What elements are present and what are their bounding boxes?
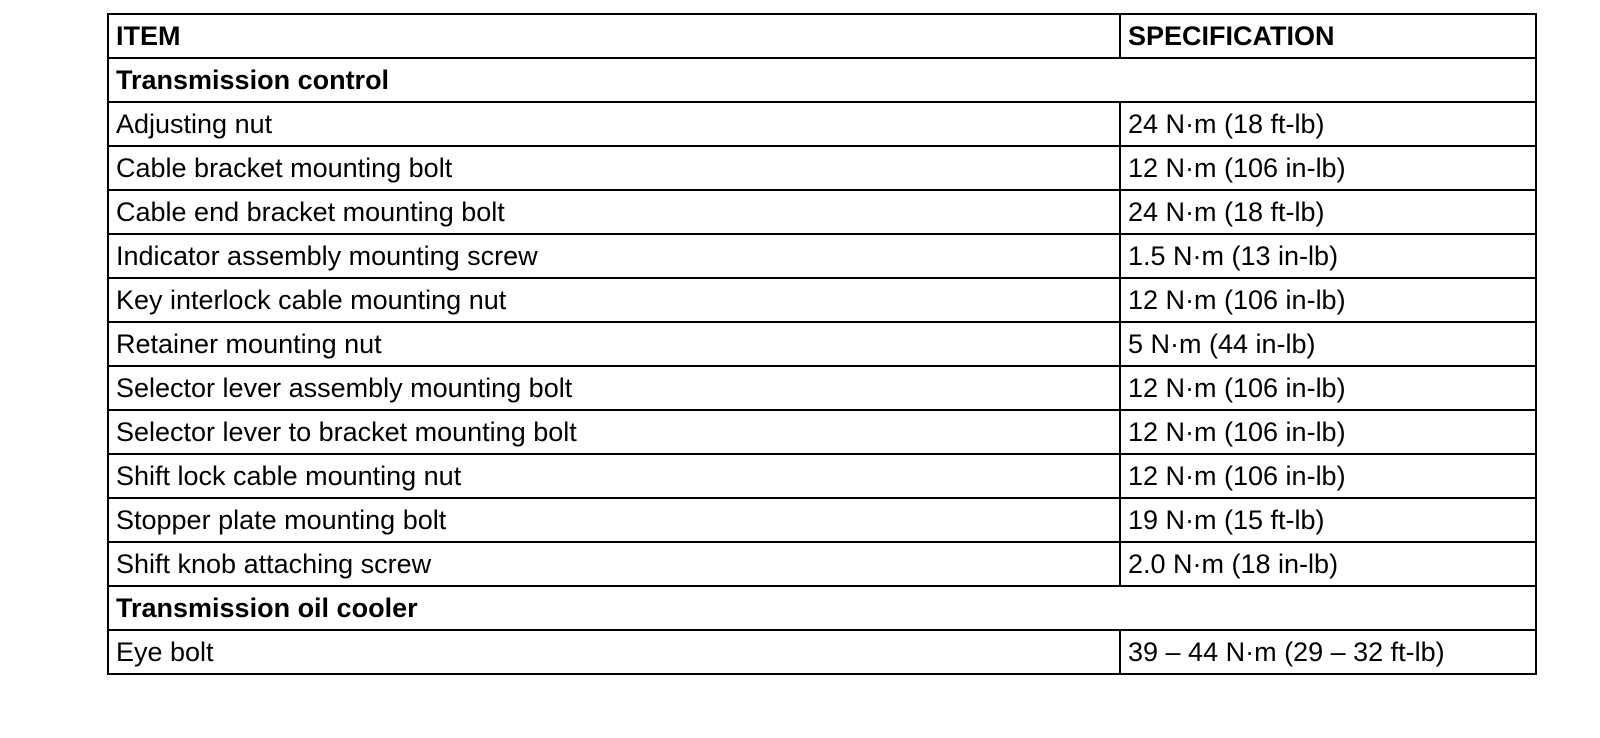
item-cell: Key interlock cable mounting nut (108, 278, 1120, 322)
item-cell: Indicator assembly mounting screw (108, 234, 1120, 278)
table-row (108, 102, 1536, 146)
specification-cell: 1.5 N·m (13 in-lb) (1120, 234, 1536, 278)
specification-cell: 24 N·m (18 ft-lb) (1120, 102, 1536, 146)
item-cell: Adjusting nut (108, 102, 1120, 146)
item-cell: Retainer mounting nut (108, 322, 1120, 366)
specification-cell: 5 N·m (44 in-lb) (1120, 322, 1536, 366)
item-cell: Shift lock cable mounting nut (108, 454, 1120, 498)
item-cell: Selector lever assembly mounting bolt (108, 366, 1120, 410)
specification-cell: 12 N·m (106 in-lb) (1120, 454, 1536, 498)
item-cell: Cable bracket mounting bolt (108, 146, 1120, 190)
table-row (108, 146, 1536, 190)
item-cell: Selector lever to bracket mounting bolt (108, 410, 1120, 454)
table-row (108, 278, 1536, 322)
specification-cell: 12 N·m (106 in-lb) (1120, 278, 1536, 322)
table-row (108, 234, 1536, 278)
item-column-header: ITEM (108, 14, 1120, 58)
table-row (108, 410, 1536, 454)
table-body (108, 14, 1536, 674)
section-header-row (108, 586, 1536, 630)
specification-cell: 39 – 44 N·m (29 – 32 ft-lb) (1120, 630, 1536, 674)
torque-specification-table (107, 13, 1537, 675)
item-cell: Cable end bracket mounting bolt (108, 190, 1120, 234)
table-row (108, 190, 1536, 234)
specification-cell: 19 N·m (15 ft-lb) (1120, 498, 1536, 542)
section-title: Transmission oil cooler (108, 586, 1536, 630)
specification-cell: 2.0 N·m (18 in-lb) (1120, 542, 1536, 586)
table-row (108, 366, 1536, 410)
specification-column-header: SPECIFICATION (1120, 14, 1536, 58)
item-cell: Stopper plate mounting bolt (108, 498, 1120, 542)
item-cell: Shift knob attaching screw (108, 542, 1120, 586)
specification-cell: 12 N·m (106 in-lb) (1120, 146, 1536, 190)
table-row (108, 454, 1536, 498)
table-header-row (108, 14, 1536, 58)
specification-cell: 12 N·m (106 in-lb) (1120, 410, 1536, 454)
section-header-row (108, 58, 1536, 102)
section-title: Transmission control (108, 58, 1536, 102)
table-row (108, 498, 1536, 542)
table-row (108, 630, 1536, 674)
item-cell: Eye bolt (108, 630, 1120, 674)
table-row (108, 542, 1536, 586)
table-row (108, 322, 1536, 366)
specification-cell: 24 N·m (18 ft-lb) (1120, 190, 1536, 234)
specification-cell: 12 N·m (106 in-lb) (1120, 366, 1536, 410)
